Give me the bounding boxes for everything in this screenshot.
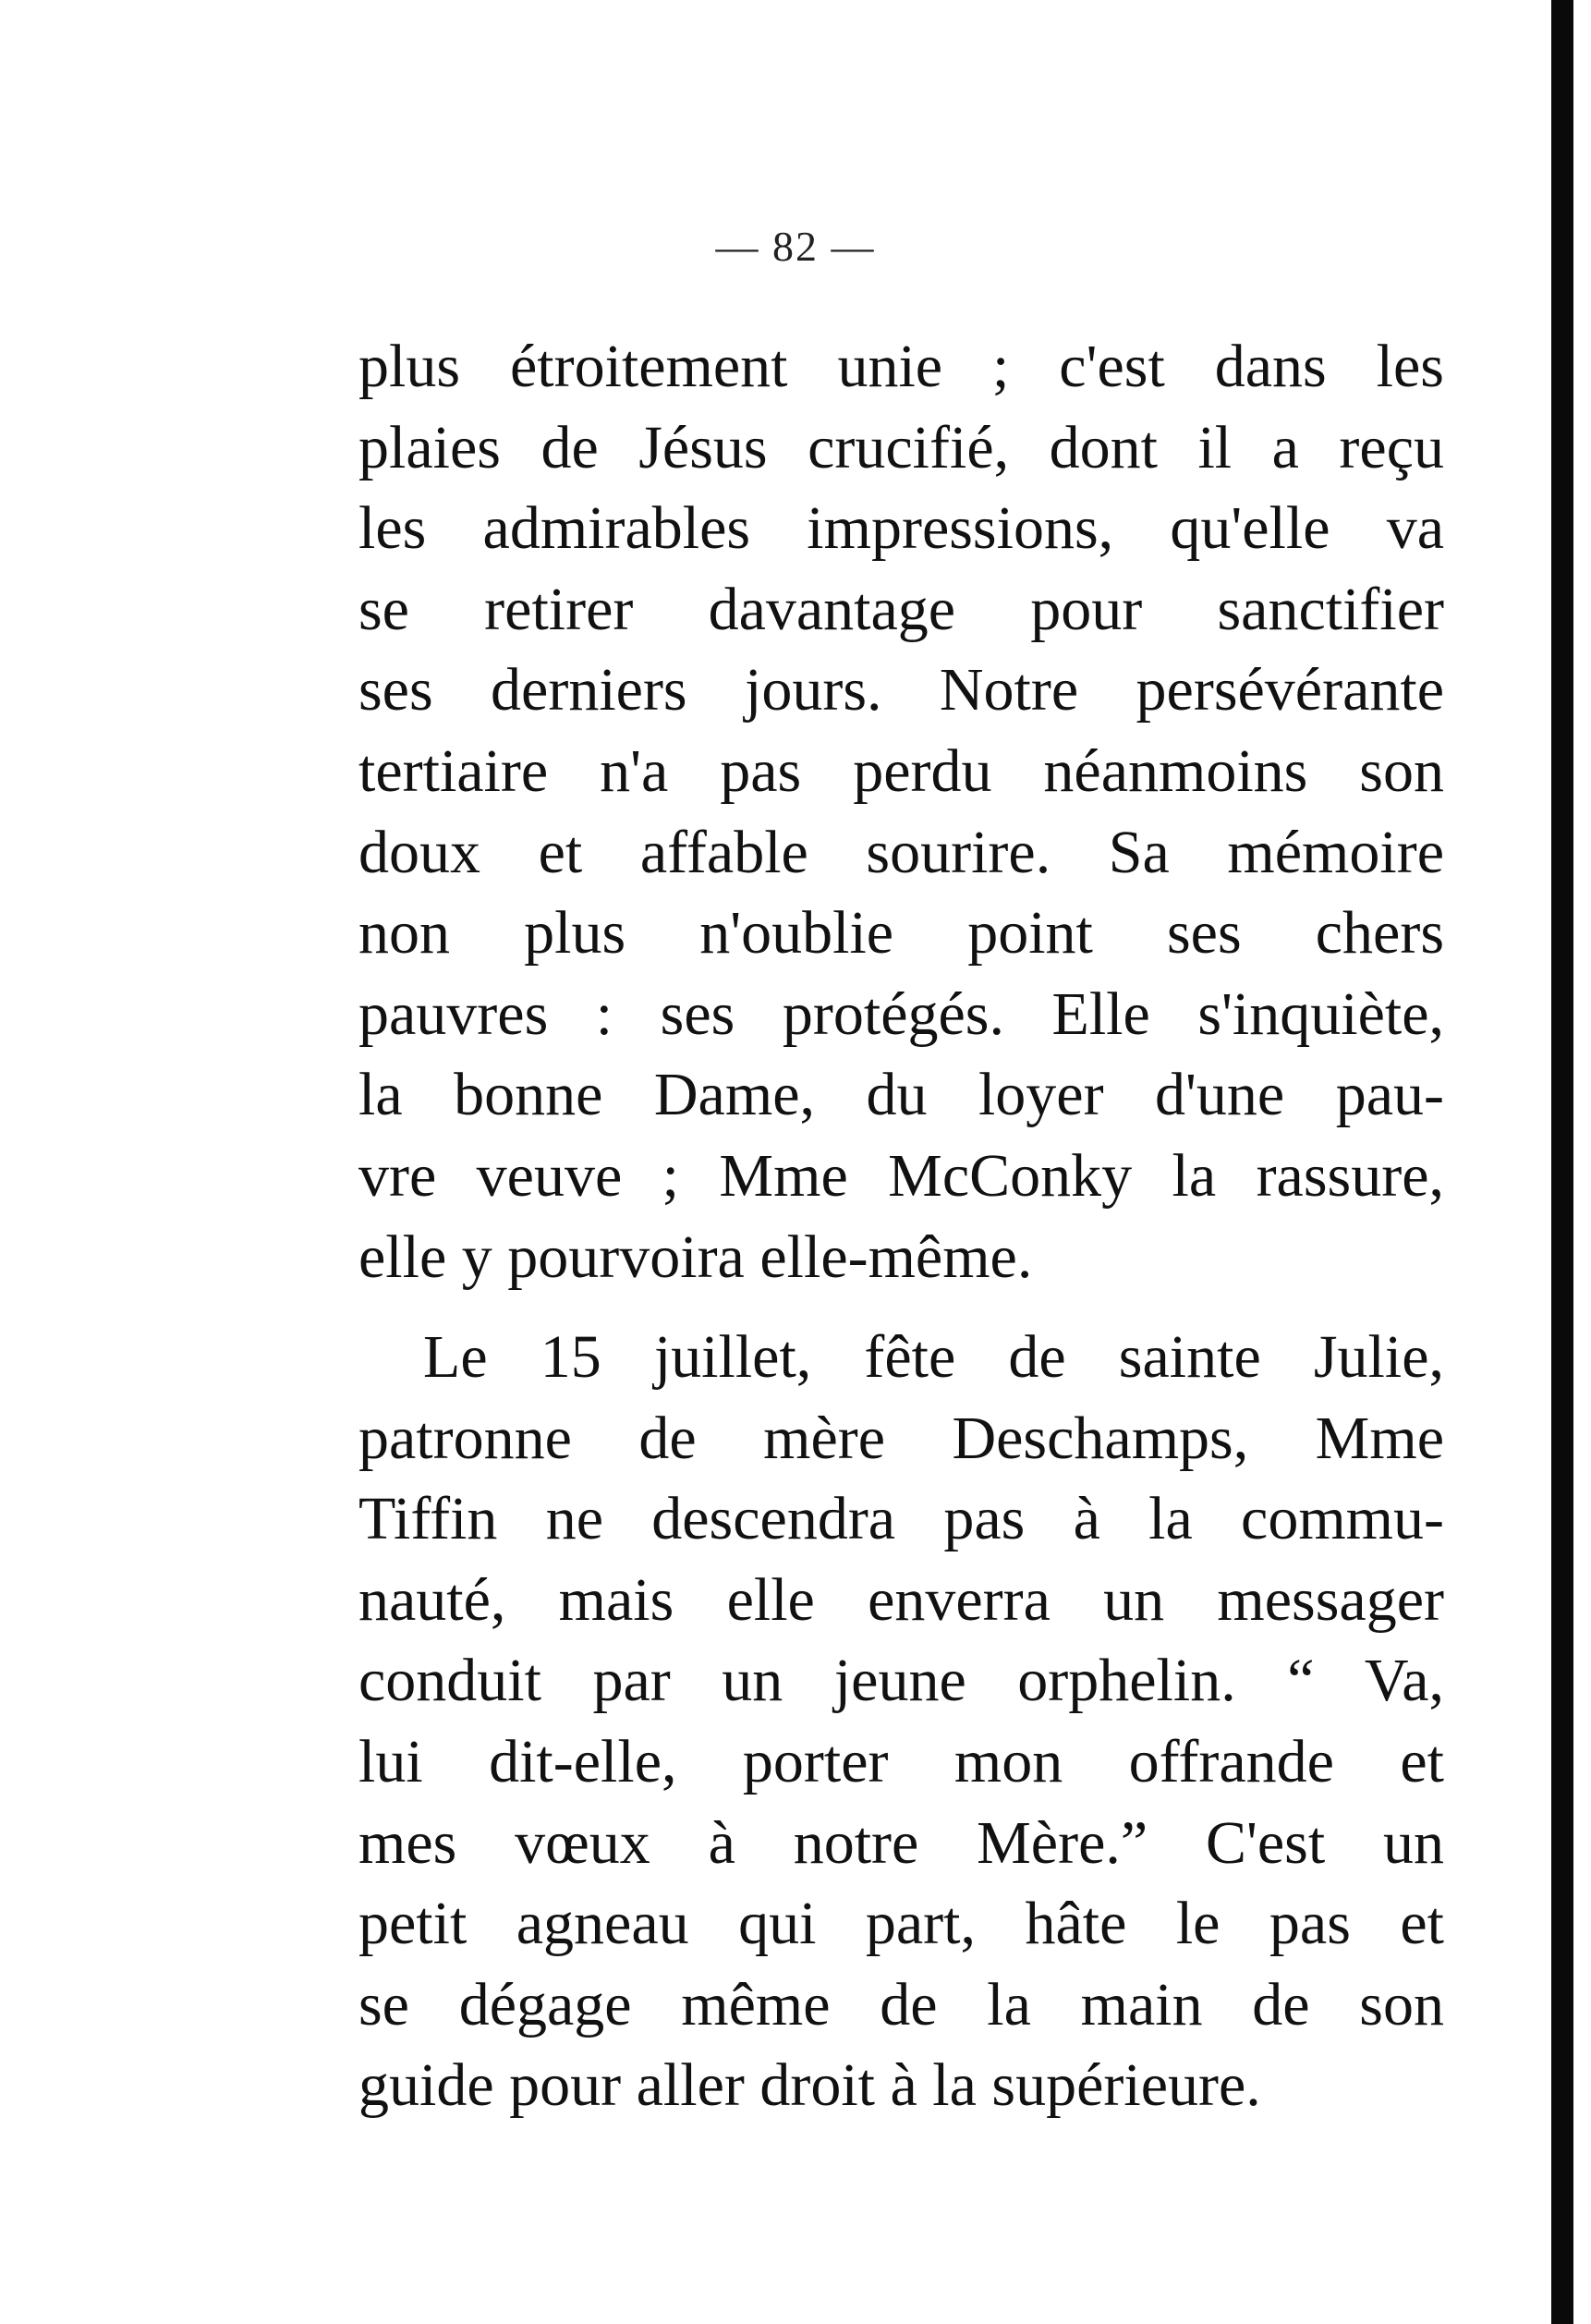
text-line: se dégage même de la main de son xyxy=(358,1970,1444,2038)
page-edge-bar xyxy=(1551,0,1573,2324)
text-line: lui dit-elle, porter mon offrande et xyxy=(358,1727,1444,1795)
text-line: la bonne Dame, du loyer d'une pau- xyxy=(358,1061,1444,1129)
text-line: guide pour aller droit à la supérieure. xyxy=(358,2051,1261,2120)
text-line: mes vœux à notre Mère.” C'est un xyxy=(358,1808,1444,1877)
text-line: doux et affable sourire. Sa mémoire xyxy=(358,818,1444,886)
text-line: vre veuve ; Mme McConky la rassure, xyxy=(358,1141,1444,1210)
text-line: Le 15 juillet, fête de sainte Julie, xyxy=(423,1323,1444,1391)
text-line: se retirer davantage pour sanctifier xyxy=(358,575,1444,643)
text-line: elle y pourvoira elle-même. xyxy=(358,1223,1033,1291)
paragraph-1 xyxy=(358,326,1444,1297)
text-line: ses derniers jours. Notre persévérante xyxy=(358,656,1444,724)
text-line: plus étroitement unie ; c'est dans les xyxy=(358,333,1444,400)
text-line: conduit par un jeune orphelin. “ Va, xyxy=(358,1647,1444,1715)
text-line: non plus n'oublie point ses chers xyxy=(358,899,1444,967)
text-line: pauvres : ses protégés. Elle s'inquiète, xyxy=(358,979,1444,1048)
text-line: Tiffin ne descendra pas à la commu- xyxy=(358,1485,1444,1553)
text-line: patronne de mère Deschamps, Mme xyxy=(358,1404,1444,1472)
text-line: tertiaire n'a pas perdu néanmoins son xyxy=(358,736,1444,805)
text-line: nauté, mais elle enverra un messager xyxy=(358,1565,1444,1634)
text-line: petit agneau qui part, hâte le pas et xyxy=(358,1890,1444,1958)
text-line: plaies de Jésus crucifié, dont il a reçu xyxy=(358,413,1444,481)
text-line: les admirables impressions, qu'elle va xyxy=(358,494,1444,563)
page-number: — 82 — xyxy=(715,223,876,270)
paragraph-2 xyxy=(358,1317,1444,2126)
